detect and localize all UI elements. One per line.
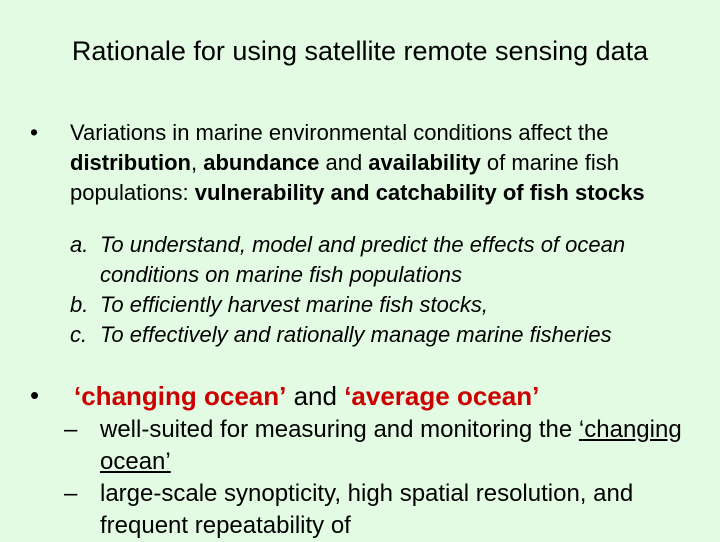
sub-item-a <box>70 230 680 287</box>
sub-item-text: To effectively and rationally manage marine fisheries <box>100 322 612 347</box>
sub-item-label: b. <box>70 292 89 317</box>
underlined-term: ‘changing ocean’ <box>100 416 682 475</box>
dash-marker: – <box>64 480 78 507</box>
text-run: and <box>319 150 369 175</box>
sub-item-label: c. <box>70 322 88 347</box>
text-run: well-suited for measuring and monitoring the <box>100 416 579 443</box>
dash-item-2-text: large-scale synopticity, high spatial resolution, and frequent repeatability of <box>100 480 634 539</box>
text-run: and <box>286 381 345 411</box>
bold-term-vulnerability: vulnerability and catchability of fish stocks <box>194 180 645 205</box>
red-term-changing-ocean: ‘changing ocean’ <box>74 381 287 411</box>
dash-item-1-text <box>100 414 700 478</box>
bold-term-distribution: distribution <box>70 150 191 175</box>
sub-item-label: a. <box>70 232 89 257</box>
text-run: , <box>190 150 204 175</box>
bold-term-abundance: abundance <box>203 150 320 175</box>
sub-item-text: To understand, model and predict the effects of ocean conditions on marine fish populations <box>100 232 626 287</box>
sub-item-c <box>70 320 680 350</box>
sub-item-text: To efficiently harvest marine fish stocks, <box>100 292 489 317</box>
text-run: of marine fish populations: <box>70 150 619 205</box>
text-run: Variations in marine environmental conditions affect the <box>70 120 609 145</box>
slide-title: Rationale for using satellite remote sensing data <box>71 36 649 66</box>
sub-item-b <box>70 290 680 320</box>
bullet-marker: • <box>30 119 39 145</box>
bold-term-availability: availability <box>368 150 481 175</box>
bullet-1-text <box>70 118 700 208</box>
bullet-2-text <box>74 380 539 412</box>
red-term-average-ocean: ‘average ocean’ <box>344 381 540 411</box>
bullet-marker: • <box>30 380 40 410</box>
dash-marker: – <box>64 416 78 443</box>
